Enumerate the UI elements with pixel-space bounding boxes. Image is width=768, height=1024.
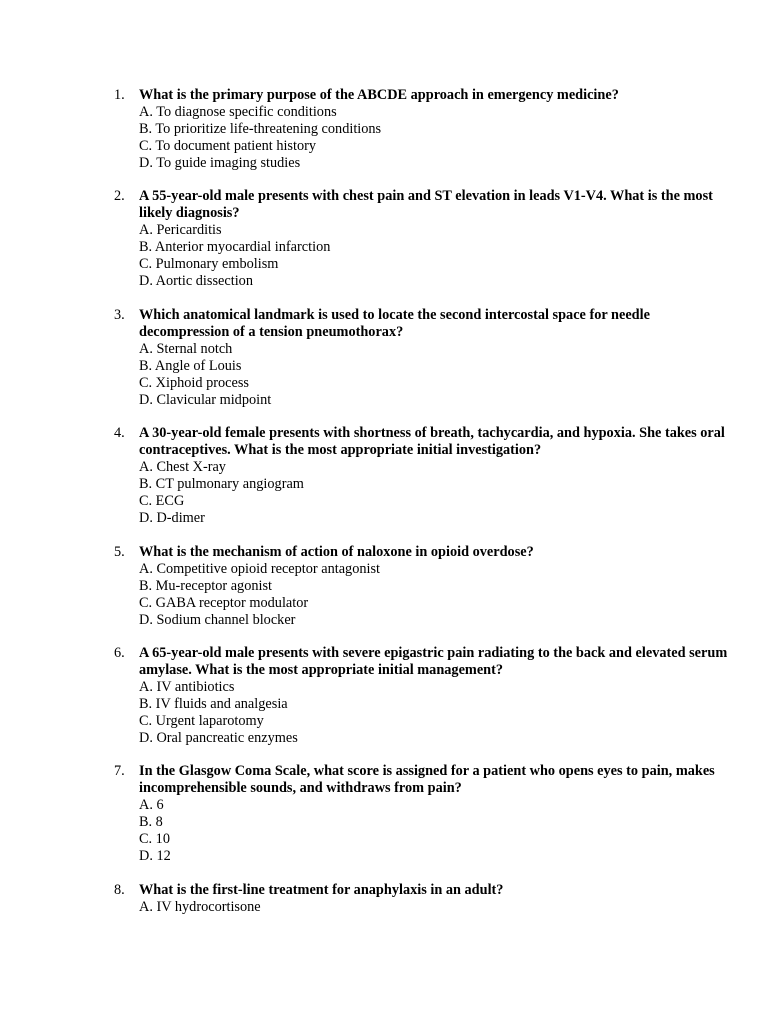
question-item bbox=[114, 882, 734, 916]
question-text: What is the primary purpose of the ABCDE approach in emergency medicine? bbox=[139, 87, 619, 103]
answer-option: D. Clavicular midpoint bbox=[139, 391, 272, 408]
answer-options bbox=[139, 104, 734, 172]
answer-options bbox=[139, 679, 734, 747]
question-item bbox=[114, 188, 734, 290]
answer-option: B. IV fluids and analgesia bbox=[139, 695, 288, 712]
answer-options bbox=[139, 797, 734, 865]
answer-option: B. To prioritize life-threatening conditions bbox=[139, 121, 382, 137]
answer-option: D. Aortic dissection bbox=[139, 273, 253, 290]
question-text: A 65-year-old male presents with severe epigastric pain radiating to the back and elevated serum amylase. What is the most appropriate initial management? bbox=[139, 644, 728, 678]
question-text: Which anatomical landmark is used to locate the second intercostal space for needle decompression of a tension pneumothorax? bbox=[139, 306, 650, 340]
answer-options bbox=[139, 222, 734, 290]
answer-option: A. To diagnose specific conditions bbox=[139, 104, 337, 120]
question-item bbox=[114, 87, 734, 172]
question-item bbox=[114, 544, 734, 629]
answer-option: B. CT pulmonary angiogram bbox=[139, 476, 304, 493]
question-text: A 30-year-old female presents with shortness of breath, tachycardia, and hypoxia. She takes oral contraceptives. What is the most appropriate initial investigation? bbox=[139, 425, 725, 459]
question-number: 1. bbox=[114, 87, 125, 103]
question-number: 2. bbox=[114, 188, 125, 205]
question-number: 6. bbox=[114, 644, 125, 661]
question-item bbox=[114, 425, 734, 527]
answer-option: C. Urgent laparotomy bbox=[139, 712, 264, 729]
question-text: What is the first-line treatment for anaphylaxis in an adult? bbox=[139, 881, 504, 898]
answer-option: A. Chest X-ray bbox=[139, 459, 226, 476]
question-list bbox=[114, 87, 734, 932]
answer-option: C. Xiphoid process bbox=[139, 374, 249, 391]
answer-option: A. Pericarditis bbox=[139, 222, 222, 239]
answer-option: B. Anterior myocardial infarction bbox=[139, 239, 331, 256]
answer-option: A. IV hydrocortisone bbox=[139, 898, 261, 915]
answer-option: C. 10 bbox=[139, 831, 170, 848]
answer-option: B. Mu-receptor agonist bbox=[139, 577, 273, 594]
answer-option: B. 8 bbox=[139, 814, 163, 831]
question-number: 4. bbox=[114, 425, 125, 442]
answer-option: D. Sodium channel blocker bbox=[139, 611, 296, 628]
answer-option: B. Angle of Louis bbox=[139, 357, 242, 374]
question-item bbox=[114, 763, 734, 865]
answer-option: C. ECG bbox=[139, 493, 185, 510]
answer-option: C. Pulmonary embolism bbox=[139, 256, 279, 273]
answer-option: A. 6 bbox=[139, 797, 164, 814]
answer-option: D. To guide imaging studies bbox=[139, 155, 301, 171]
answer-option: D. D-dimer bbox=[139, 510, 205, 527]
question-text: In the Glasgow Coma Scale, what score is assigned for a patient who opens eyes to pain, makes incomprehensible sounds, and withdraws from pain? bbox=[139, 763, 715, 797]
question-number: 8. bbox=[114, 881, 125, 898]
answer-option: D. Oral pancreatic enzymes bbox=[139, 729, 298, 746]
answer-option: D. 12 bbox=[139, 848, 171, 865]
question-item bbox=[114, 645, 734, 747]
question-text: What is the mechanism of action of naloxone in opioid overdose? bbox=[139, 543, 534, 560]
question-item bbox=[114, 307, 734, 409]
answer-options bbox=[139, 459, 734, 527]
answer-options bbox=[139, 561, 734, 629]
answer-option: C. GABA receptor modulator bbox=[139, 594, 309, 611]
answer-options bbox=[139, 341, 734, 409]
answer-option: A. IV antibiotics bbox=[139, 678, 235, 695]
question-number: 5. bbox=[114, 543, 125, 560]
answer-option: A. Competitive opioid receptor antagonist bbox=[139, 560, 381, 577]
question-number: 7. bbox=[114, 763, 125, 780]
answer-options bbox=[139, 899, 734, 916]
question-number: 3. bbox=[114, 306, 125, 323]
answer-option: A. Sternal notch bbox=[139, 340, 233, 357]
answer-option: C. To document patient history bbox=[139, 138, 317, 154]
question-text: A 55-year-old male presents with chest pain and ST elevation in leads V1-V4. What is the most likely diagnosis? bbox=[139, 188, 713, 222]
